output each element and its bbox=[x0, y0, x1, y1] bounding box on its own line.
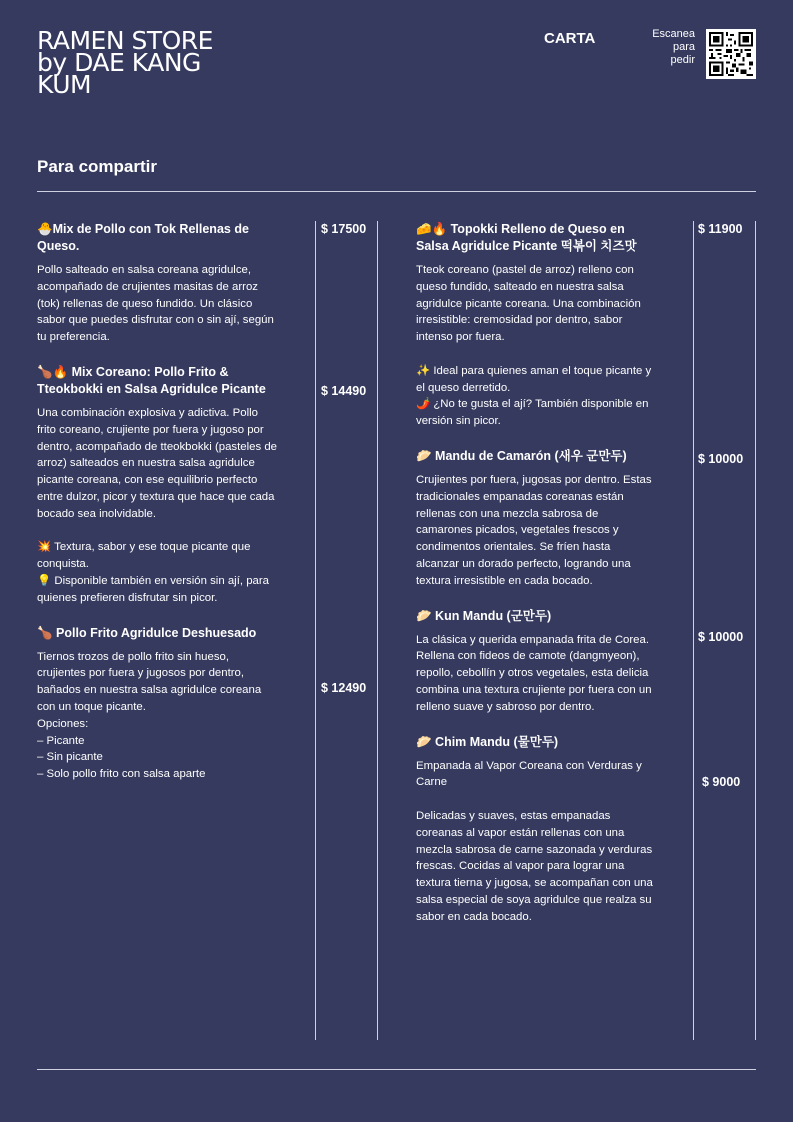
item-description: Una combinación explosiva y adictiva. Pollo frito coreano, crujiente por fuera y jugoso por dentro, acompañado de tteokbokki (pasteles de arroz) salteados en nuestra salsa agridulce picante coreana, con ese equilibrio perfecto entre dulzor, picor y textura que hace que cada bocado sea inolvidable. 💥 Textura, sabor y ese toque picante que conquista. 💡 Disponible también en versión sin ají, para quienes prefieren disfrutar sin picor. bbox=[37, 406, 277, 604]
item-price: $ 12490 bbox=[321, 681, 367, 695]
menu-item[interactable] bbox=[416, 448, 656, 590]
column-divider bbox=[693, 221, 694, 1040]
column-divider bbox=[755, 221, 756, 1040]
scan-line: para bbox=[672, 41, 695, 53]
menu-item[interactable] bbox=[37, 221, 277, 346]
scan-line: Escanea bbox=[652, 28, 695, 40]
scan-line: pedir bbox=[670, 54, 695, 66]
column-divider bbox=[377, 221, 378, 1040]
brand-line: KUM bbox=[37, 70, 92, 99]
brand-logo bbox=[37, 26, 213, 99]
scan-to-order-text bbox=[630, 28, 695, 67]
brand-line: by DAE KANG bbox=[37, 48, 201, 77]
item-description: Empanada al Vapor Coreana con Verduras y Carne Delicadas y suaves, estas empanadas coreanas al vapor están rellenas con una mezcla sabrosa de carne sazonada y verduras frescas. Cocidas al vapor para lograr una textura tierna y jugosa, se acompañan con una salsa especial de soya agridulce que realza su sabor en cada bocado. bbox=[416, 759, 653, 923]
menu-item[interactable] bbox=[416, 221, 656, 430]
menu-column-left bbox=[37, 221, 277, 801]
item-title: 🥟 Kun Mandu (군만두) bbox=[416, 608, 552, 623]
divider-bottom bbox=[37, 1069, 756, 1070]
menu-column-right bbox=[416, 221, 656, 944]
item-price: $ 14490 bbox=[321, 384, 367, 398]
item-price: $ 10000 bbox=[698, 452, 744, 466]
item-price: $ 10000 bbox=[698, 630, 744, 644]
item-description: Tiernos trozos de pollo frito sin hueso, crujientes por fuera y jugosos por dentro, bañados en nuestra salsa agridulce coreana con un toque picante. Opciones: – Picante – Sin picante – Solo pollo frito con salsa aparte bbox=[37, 650, 262, 781]
item-price: $ 9000 bbox=[702, 775, 741, 789]
divider-top bbox=[37, 191, 756, 192]
item-description: Crujientes por fuera, jugosas por dentro. Estas tradicionales empanadas coreanas están rellenas con una mezcla sabrosa de camarones picados, vegetales frescos y condimentos orientales. Se fríen hasta alcanzar un dorado perfecto, logrando una textura irresistible en cada bocado. bbox=[416, 473, 652, 587]
menu-item[interactable] bbox=[416, 734, 656, 926]
qr-code-icon[interactable] bbox=[706, 29, 756, 79]
item-description: Tteok coreano (pastel de arroz) relleno con queso fundido, salteado en nuestra salsa agridulce picante coreana. Una combinación irresistible: cremosidad por dentro, sabor intenso por fuera. ✨ Ideal para quienes aman el toque picante y el queso derretido. 🌶️ ¿No te gusta el ají? También disponible en versión sin picor. bbox=[416, 264, 652, 428]
item-title: 🥟 Chim Mandu (물만두) bbox=[416, 734, 559, 749]
item-title: 🍗 Pollo Frito Agridulce Deshuesado bbox=[37, 625, 257, 640]
menu-label: CARTA bbox=[544, 30, 596, 47]
item-price: $ 11900 bbox=[698, 222, 743, 236]
item-description: La clásica y querida empanada frita de Corea. Rellena con fideos de camote (dangmyeon), repollo, cebollín y otros vegetales, esta delicia combina una textura crujiente por fuera con un relleno suave y sabroso por dentro. bbox=[416, 633, 652, 713]
menu-item[interactable] bbox=[37, 625, 277, 783]
item-title: 🐣Mix de Pollo con Tok Rellenas de Queso. bbox=[37, 222, 249, 253]
section-title: Para compartir bbox=[37, 157, 157, 176]
item-description: Pollo salteado en salsa coreana agridulce, acompañado de crujientes masitas de arroz (tok) rellenas de queso fundido. Un clásico sabor que puedes disfrutar con o sin ají, según tu preferencia. bbox=[37, 264, 274, 344]
item-title: 🥟 Mandu de Camarón (새우 군만두) bbox=[416, 448, 627, 463]
item-title: 🍗🔥 Mix Coreano: Pollo Frito & Tteokbokki en Salsa Agridulce Picante bbox=[37, 364, 266, 396]
column-divider bbox=[315, 221, 316, 1040]
menu-item[interactable] bbox=[416, 608, 656, 716]
menu-item[interactable] bbox=[37, 364, 277, 607]
item-price: $ 17500 bbox=[321, 222, 367, 236]
item-title: 🧀🔥 Topokki Relleno de Queso en Salsa Agridulce Picante 떡볶이 치즈맛 bbox=[416, 222, 637, 253]
brand-line: RAMEN STORE bbox=[37, 26, 213, 55]
